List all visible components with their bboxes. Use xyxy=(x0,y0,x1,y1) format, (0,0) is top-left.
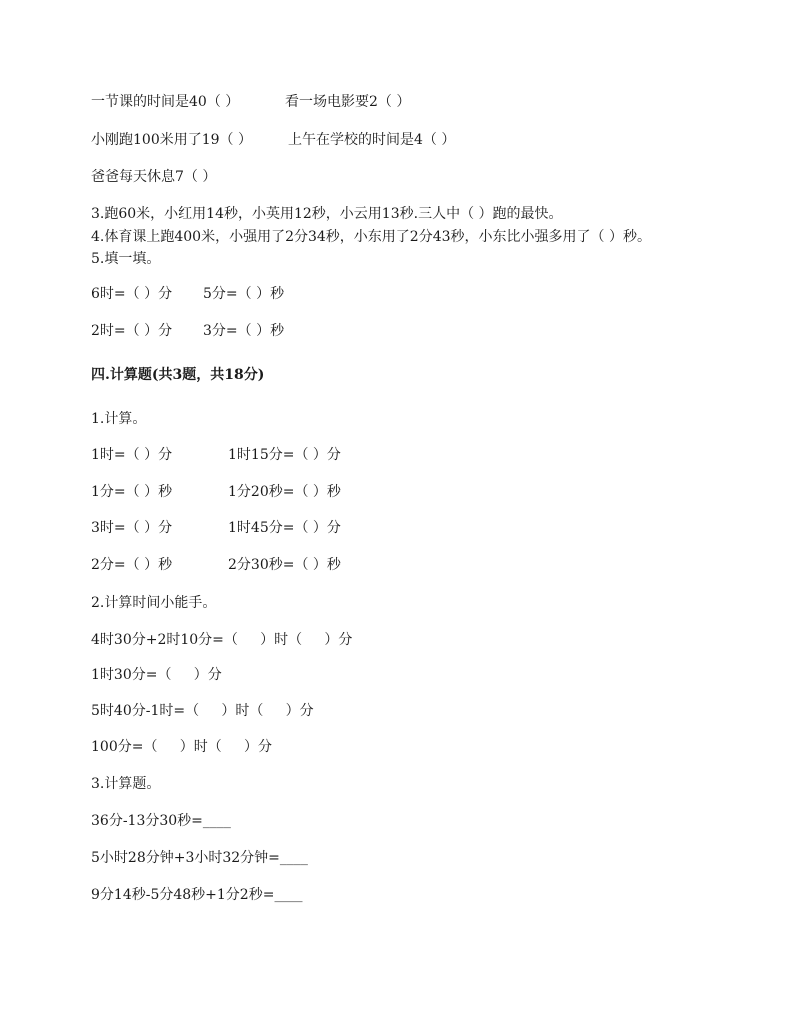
calc3-title: 3.计算题。 xyxy=(91,776,161,792)
calc2-title: 2.计算时间小能手。 xyxy=(91,595,217,611)
fill-item-movie-duration: 看一场电影要2（ ） xyxy=(285,94,411,110)
fill-item-run-time: 小刚跑100米用了19（ ） xyxy=(91,132,252,148)
calc2-item-4: 100分=（ ）时（ ）分 xyxy=(91,739,272,755)
calc1-row1-a: 1时=（ ）分 xyxy=(91,447,173,463)
calc1-row1-b: 1时15分=（ ）分 xyxy=(228,447,341,463)
calc2-item-2: 1时30分=（ ）分 xyxy=(91,667,222,683)
calc3-item-3: 9分14秒-5分48秒+1分2秒=____ xyxy=(91,887,303,903)
fill-item-class-duration: 一节课的时间是40（ ） xyxy=(91,94,240,110)
calc2-item-3: 5时40分-1时=（ ）时（ ）分 xyxy=(91,703,314,719)
calc1-row4-b: 2分30秒=（ ）秒 xyxy=(228,557,341,573)
section-heading: 四.计算题(共3题，共18分) xyxy=(91,367,265,383)
q5-row1-b: 5分=（ ）秒 xyxy=(203,286,285,302)
calc1-title: 1.计算。 xyxy=(91,411,147,427)
question-5-title: 5.填一填。 xyxy=(91,251,161,267)
q5-row1-a: 6时=（ ）分 xyxy=(91,286,173,302)
q5-row2-b: 3分=（ ）秒 xyxy=(203,323,285,339)
calc1-row3-a: 3时=（ ）分 xyxy=(91,520,173,536)
fill-item-rest-time: 爸爸每天休息7（ ） xyxy=(91,169,217,185)
calc1-row2-a: 1分=（ ）秒 xyxy=(91,484,173,500)
q5-row2-a: 2时=（ ）分 xyxy=(91,323,173,339)
question-4: 4.体育课上跑400米，小强用了2分34秒，小东用了2分43秒，小东比小强多用了（ ）秒。 xyxy=(91,229,651,245)
calc1-row2-b: 1分20秒=（ ）秒 xyxy=(228,484,341,500)
fill-item-school-time: 上午在学校的时间是4（ ） xyxy=(288,132,456,148)
question-3: 3.跑60米，小红用14秒，小英用12秒，小云用13秒.三人中（ ）跑的最快。 xyxy=(91,206,563,222)
calc1-row4-a: 2分=（ ）秒 xyxy=(91,557,173,573)
calc2-item-1: 4时30分+2时10分=（ ）时（ ）分 xyxy=(91,632,353,648)
calc3-item-2: 5小时28分钟+3小时32分钟=____ xyxy=(91,850,308,866)
calc1-row3-b: 1时45分=（ ）分 xyxy=(228,520,341,536)
calc3-item-1: 36分-13分30秒=____ xyxy=(91,813,231,829)
